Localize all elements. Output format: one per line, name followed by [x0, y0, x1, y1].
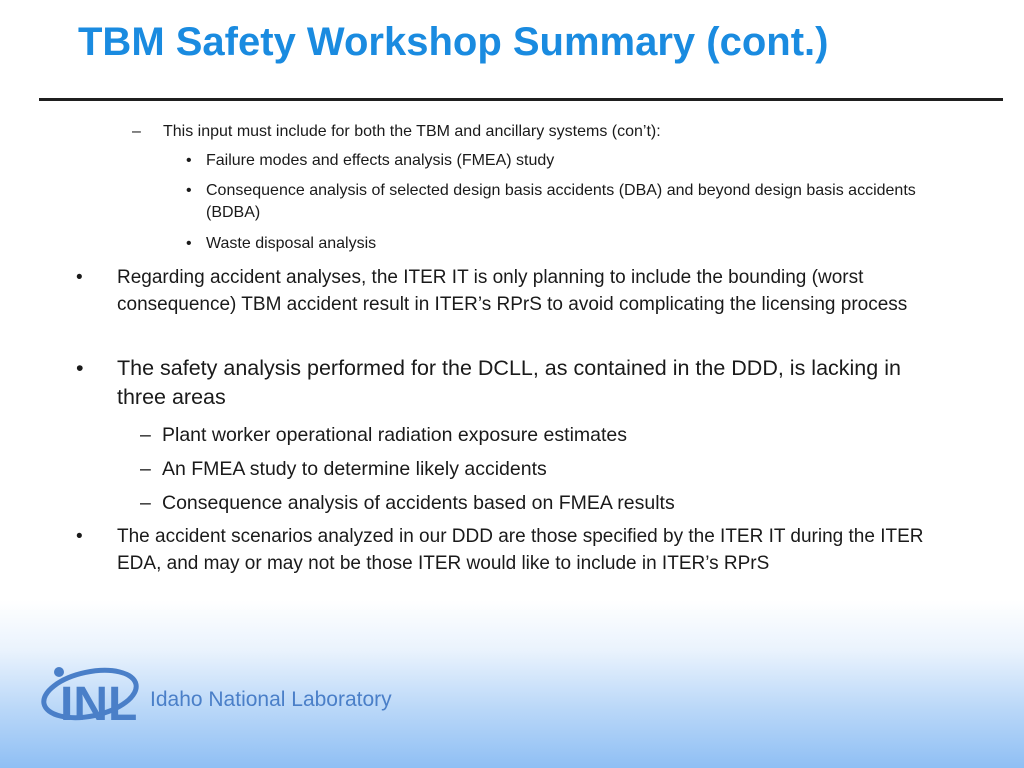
- list-item-text: An FMEA study to determine likely accidents: [162, 458, 547, 480]
- dash-marker: –: [132, 123, 141, 140]
- list-item-text: The safety analysis performed for the DCLL, as contained in the DDD, is lacking in three areas: [117, 356, 901, 409]
- list-item: [186, 180, 966, 224]
- list-item-text: The accident scenarios analyzed in our DDD are those specified by the ITER IT during the ITER EDA, and may or may not be those ITER would like to include in ITER’s RPrS: [117, 526, 924, 574]
- dash-marker: –: [140, 492, 151, 514]
- dash-marker: –: [140, 424, 151, 446]
- list-item-text: This input must include for both the TBM and ancillary systems (con’t):: [163, 123, 661, 140]
- list-item-text: Waste disposal analysis: [206, 235, 377, 252]
- logo-mark-text: INL: [60, 678, 138, 731]
- list-item-text: Plant worker operational radiation exposure estimates: [162, 424, 628, 446]
- bullet-marker: •: [186, 152, 192, 169]
- logo-name-text: Idaho National Laboratory: [150, 688, 392, 711]
- list-item: [76, 523, 956, 577]
- inl-logo-mark: [38, 658, 392, 731]
- list-item: [132, 121, 992, 143]
- list-item: [186, 150, 966, 172]
- dash-marker: –: [140, 458, 151, 480]
- list-item: [140, 456, 940, 482]
- bullet-marker: •: [186, 182, 192, 199]
- list-item-text: Consequence analysis of selected design basis accidents (DBA) and beyond design basis accidents (BDBA): [206, 182, 916, 221]
- list-item: [76, 354, 956, 412]
- list-item-text: Regarding accident analyses, the ITER IT is only planning to include the bounding (worst consequence) TBM accident result in ITER’s RPrS to avoid complicating the licensing process: [117, 267, 908, 315]
- list-item: [140, 422, 940, 448]
- title-divider: [39, 98, 1003, 101]
- bullet-marker: •: [76, 526, 83, 547]
- bullet-marker: •: [76, 356, 84, 380]
- slide-title: TBM Safety Workshop Summary (cont.): [78, 20, 829, 64]
- bullet-marker: •: [76, 267, 83, 288]
- bullet-marker: •: [186, 235, 192, 252]
- list-item-text: Consequence analysis of accidents based on FMEA results: [162, 492, 675, 514]
- list-item: [140, 490, 940, 516]
- list-item: [186, 233, 966, 255]
- inl-logo: [38, 658, 392, 731]
- list-item: [76, 264, 956, 318]
- list-item-text: Failure modes and effects analysis (FMEA) study: [206, 152, 555, 169]
